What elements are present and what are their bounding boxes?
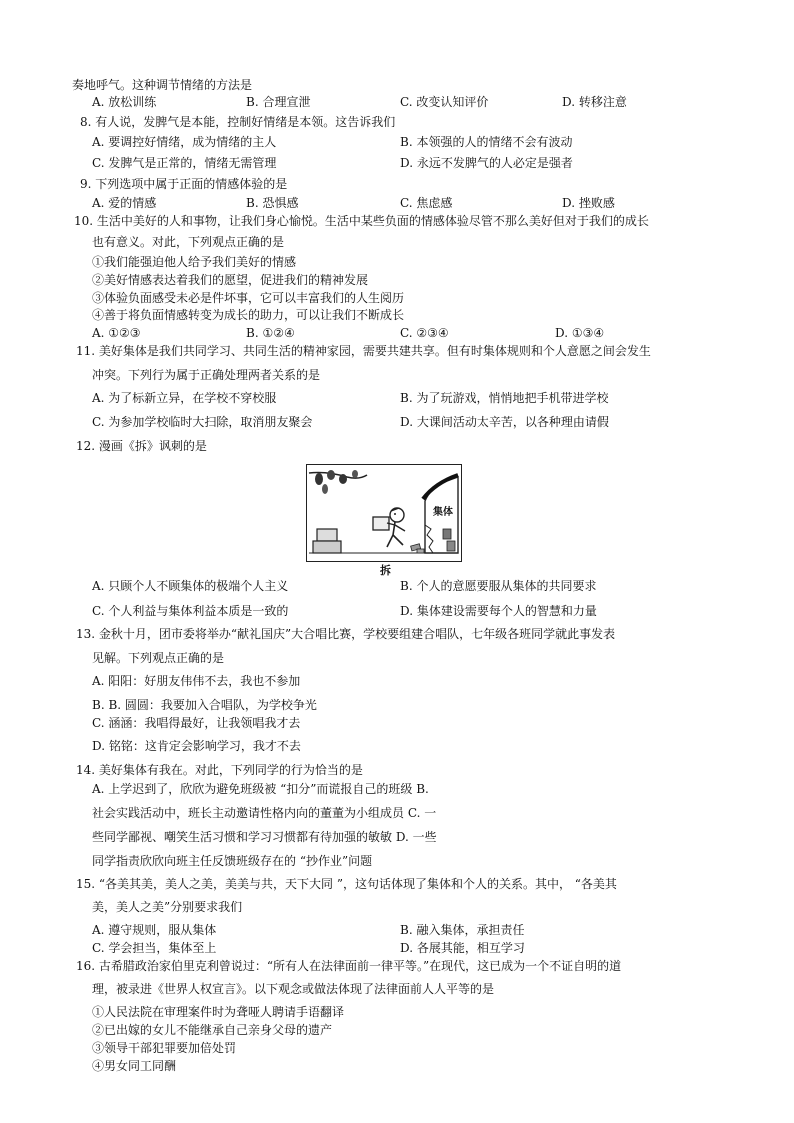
- q12-option-d: D. 集体建设需要每个人的智慧和力量: [400, 604, 597, 618]
- q16-stem-line-2: 理，被录进《世界人权宣言》。以下观念或做法体现了法律面前人人平等的是: [92, 982, 495, 996]
- q15-option-b: B. 融入集体，承担责任: [400, 923, 525, 937]
- q11-option-a: A. 为了标新立异，在学校不穿校服: [92, 391, 277, 405]
- q8-option-a: A. 要调控好情绪，成为情绪的主人: [92, 135, 277, 149]
- q12-stem: 12. 漫画《拆》讽刺的是: [76, 439, 207, 453]
- q8-stem: 8. 有人说，发脾气是本能，控制好情绪是本领。这告诉我们: [80, 115, 396, 129]
- q9-option-c: C. 焦虑感: [400, 196, 453, 210]
- q16-item-3: ③领导干部犯罪要加倍处罚: [92, 1041, 237, 1055]
- q10-option-c: C. ②③④: [400, 326, 449, 340]
- cartoon-chai-illustration: [306, 464, 462, 562]
- q11-stem-line-1: 11. 美好集体是我们共同学习、共同生活的精神家园，需要共建共享。但有时集体规则和个人意愿之间会发生: [76, 344, 651, 358]
- q15-option-a: A. 遵守规则，服从集体: [92, 923, 217, 937]
- q7-option-b: B. 合理宣泄: [246, 95, 311, 109]
- q12-option-b: B. 个人的意愿要服从集体的共同要求: [400, 579, 597, 593]
- q7-stem-continuation: 奏地呼气。这种调节情绪的方法是: [72, 78, 253, 92]
- q14-stem: 14. 美好集体有我在。对此，下列同学的行为恰当的是: [76, 763, 363, 777]
- q7-option-a: A. 放松训练: [92, 95, 157, 109]
- q12-option-c: C. 个人利益与集体利益本质是一致的: [92, 604, 289, 618]
- q9-option-b: B. 恐惧感: [246, 196, 299, 210]
- q15-stem-line-2: 美，美人之美”分别要求我们: [92, 900, 243, 914]
- q15-option-c: C. 学会担当，集体至上: [92, 941, 217, 955]
- q11-stem-line-2: 冲突。下列行为属于正确处理两者关系的是: [92, 368, 321, 382]
- cartoon-label-jiti: 集体: [433, 507, 453, 518]
- q13-stem-line-2: 见解。下列观点正确的是: [92, 651, 225, 665]
- q9-stem: 9. 下列选项中属于正面的情感体验的是: [80, 177, 288, 191]
- q15-stem-line-1: 15. “各美其美，美人之美，美美与共，天下大同 ”，这句话体现了集体和个人的关系。其中， “各美其: [76, 877, 617, 891]
- q10-option-b: B. ①②④: [246, 326, 295, 340]
- q15-option-d: D. 各展其能，相互学习: [400, 941, 525, 955]
- q14-line-4: 同学指责欣欣向班主任反馈班级存在的 “抄作业”问题: [92, 854, 373, 868]
- q8-option-c: C. 发脾气是正常的，情绪无需管理: [92, 156, 277, 170]
- q11-option-c: C. 为参加学校临时大扫除，取消朋友聚会: [92, 415, 313, 429]
- q10-stem-line-1: 10. 生活中美好的人和事物，让我们身心愉悦。生活中某些负面的情感体验尽管不那么美好但对于我们的成长: [74, 214, 649, 228]
- q16-item-2: ②已出嫁的女儿不能继承自己亲身父母的遗产: [92, 1023, 333, 1037]
- q7-option-d: D. 转移注意: [562, 95, 627, 109]
- q16-item-1: ①人民法院在审理案件时为聋哑人聘请手语翻译: [92, 1005, 345, 1019]
- q10-option-a: A. ①②③: [92, 326, 141, 340]
- q13-option-c: C. 涵涵：我唱得最好，让我领唱我才去: [92, 716, 301, 730]
- q10-item-3: ③体验负面感受未必是件坏事，它可以丰富我们的人生阅历: [92, 291, 405, 305]
- q10-option-d: D. ①③④: [555, 326, 605, 340]
- q13-option-b: B. B. 圆圆：我要加入合唱队，为学校争光: [92, 698, 317, 712]
- q9-option-d: D. 挫败感: [562, 196, 615, 210]
- q13-option-a: A. 阳阳：好朋友伟伟不去，我也不参加: [92, 674, 301, 688]
- q10-item-2: ②美好情感表达着我们的愿望，促进我们的精神发展: [92, 273, 369, 287]
- q11-option-b: B. 为了玩游戏，悄悄地把手机带进学校: [400, 391, 609, 405]
- q16-item-4: ④男女同工同酬: [92, 1059, 177, 1073]
- q10-stem-line-2: 也有意义。对此，下列观点正确的是: [92, 235, 285, 249]
- q10-item-4: ④善于将负面情感转变为成长的助力，可以让我们不断成长: [92, 308, 405, 322]
- q13-option-d: D. 铭铭：这肯定会影响学习，我才不去: [92, 739, 301, 753]
- q13-stem-line-1: 13. 金秋十月，团市委将举办“献礼国庆”大合唱比赛，学校要组建合唱队，七年级各班同学就此事发表: [76, 627, 616, 641]
- q12-option-a: A. 只顾个人不顾集体的极端个人主义: [92, 579, 289, 593]
- q14-line-3: 些同学鄙视、嘲笑生活习惯和学习习惯都有待加强的敏敏 D. 一些: [92, 830, 437, 844]
- q8-option-b: B. 本领强的人的情绪不会有波动: [400, 135, 573, 149]
- q9-option-a: A. 爱的情感: [92, 196, 157, 210]
- q16-stem-line-1: 16. 古希腊政治家伯里克利曾说过：“所有人在法律面前一律平等。”在现代，这已成为一个不证自明的道: [76, 959, 622, 973]
- q14-line-2: 社会实践活动中，班长主动邀请性格内向的董董为小组成员 C. 一: [92, 806, 437, 820]
- q10-item-1: ①我们能强迫他人给予我们美好的情感: [92, 255, 297, 269]
- q8-option-d: D. 永远不发脾气的人必定是强者: [400, 156, 573, 170]
- q11-option-d: D. 大课间活动太辛苦，以各种理由请假: [400, 415, 609, 429]
- cartoon-caption: 拆: [380, 564, 391, 577]
- q14-line-1: A. 上学迟到了，欣欣为避免班级被 “扣分”而谎报自己的班级 B.: [92, 782, 429, 796]
- q7-option-c: C. 改变认知评价: [400, 95, 489, 109]
